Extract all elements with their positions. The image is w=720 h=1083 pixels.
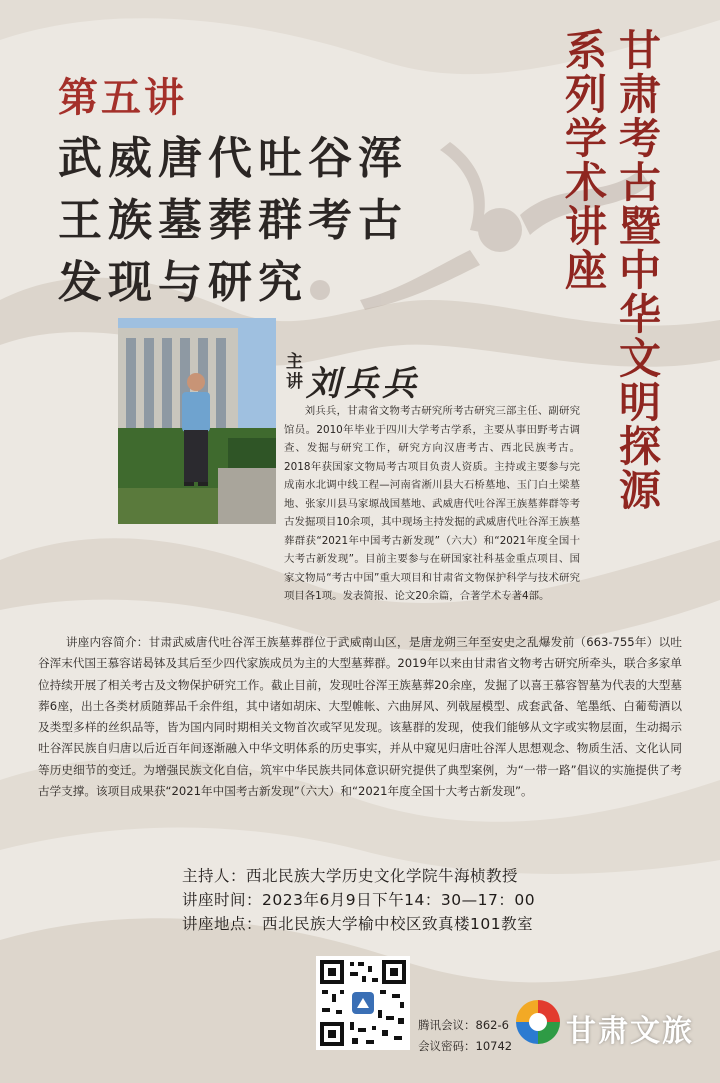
lecture-title-line-2: 王族墓葬群考古 (58, 195, 408, 246)
speaker-name: 刘兵兵 (306, 364, 420, 404)
brand-logo-icon (510, 996, 566, 1046)
lecture-number: 第五讲 (58, 74, 187, 121)
speaker-bio: 刘兵兵，甘肃省文物考古研究所考古研究三部主任、副研究馆员。2010年毕业于四川大学考古学系，主要从事田野考古调查、发掘与研究工作，研究方向汉唐考古、西北民族考古。2018年获国家文物局考古项目负责人资质。主持或主要参与完成南水北调中线工程—河南省淅川县大石桥墓地、玉门白土梁墓地、张家川县马家塬战国墓地、武威唐代吐谷浑王族墓葬群等考古发掘项目10余项，其中现场主持发掘的武威唐代吐谷浑王族墓葬群获“2021年中国考古新发现”（六大）和“2021年度全国十大考古新发现”。目前主要参与在研国家社科基金重点项目、国家文物局“考古中国”重大项目和甘肃省文物保护科学与技术研究项目各1项。发表简报、论文20余篇，合著学术专著4部。 (284, 405, 580, 602)
series-title-line-1: 甘肃考古暨中华文明探源 (613, 28, 662, 512)
brand-name: 甘肃文旅 (566, 1014, 694, 1049)
lecture-title-line-1: 武威唐代吐谷浑 (58, 133, 408, 184)
qr-code[interactable] (316, 956, 410, 1050)
series-title-line-2: 系列学术讲座 (559, 28, 608, 292)
lecture-introduction: 讲座内容简介：甘肃武威唐代吐谷浑王族墓葬群位于武威南山区，是唐龙朔三年至安史之乱爆发前（663-755年）以吐谷浑末代国王慕容诺曷钵及其后至少四代家族成员为主的大型墓葬群。2019年以来由甘肃省文物考古研究所牵头，联合多家单位持续开展了相关考古及文物保护研究工作。截止目前，发现吐谷浑王族墓葬20余座，发掘了以喜王慕容智墓为代表的大型墓葬6座，出土各类材质随葬品千余件组，其中诸如胡床、大型帷帐、六曲屏风、列戟屋模型、成套武备、笔墨纸、白葡萄酒以及类型多样的丝织品等，皆为国内同时期相关文物首次或罕见发现。该墓群的发现，使我们能够从文字或实物层面，生动揭示吐谷浑民族自归唐以后近百年间逐渐融入中华文明体系的历史事实，并从中窥见归唐吐谷浑人思想观念、物质生活、文化认同等历史细节的变迁。为增强民族文化自信，筑牢中华民族共同体意识研究提供了典型案例，为“一带一路”倡议的实施提供了考古学支撑。该项目成果获“2021年中国考古新发现”（六大）和“2021年度全国十大考古新发现”。 (38, 635, 682, 799)
speaker-label: 主讲 (286, 352, 303, 392)
lecture-location: 讲座地点：西北民族大学榆中校区致真楼101教室 (182, 915, 534, 933)
host-info: 主持人：西北民族大学历史文化学院牛海桢教授 (182, 867, 519, 885)
lecture-title-line-3: 发现与研究 (58, 257, 308, 308)
meeting-password: 会议密码：10742 (418, 1039, 513, 1053)
meeting-id: 腾讯会议：862-6 (418, 1018, 509, 1032)
speaker-photo (118, 318, 276, 524)
lecture-time: 讲座时间：2023年6月9日下午14：30—17：00 (182, 891, 536, 909)
